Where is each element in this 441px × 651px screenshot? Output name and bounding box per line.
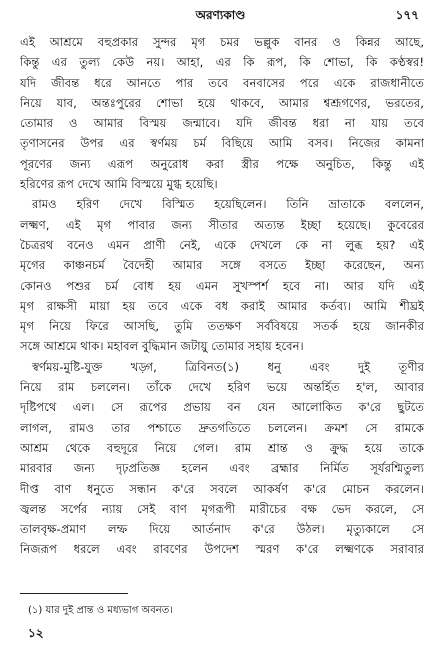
running-head: অরণ্যকাণ্ড — [195, 8, 246, 22]
text-line: তৃণাসনের উপর এর স্বর্ণময় চর্ম বিছিয়ে আমি বসব। নিজের কামনা — [20, 136, 424, 151]
text-line: তোমার ও আমার বিস্ময় জন্মাবে। যদি জীবন্ত ধরা না যায় তবে — [20, 116, 424, 131]
text-line: সঙ্গে আশ্রমে থাক। মহাবল বুদ্ধিমান জটায়ু তোমার সহায় হবেন। — [20, 339, 304, 354]
text-line: দৃষ্টিপথে এল। সে রূপের প্রভায় বন যেন আলোকিত ক'রে ছুটতে — [20, 400, 424, 415]
text-line: মৃগের কাঞ্চনচর্ম বৈদেহী আমার সঙ্গে বসতে ইচ্ছা করেছেন, অন্য — [20, 258, 424, 273]
text-line: মৃগ রাক্ষসী মায়া হয় তবে একে বধ করাই আমার কর্তব্য। আমি শীঘ্রই — [20, 298, 424, 313]
text-line: এই আশ্রমে বহুপ্রকার সুন্দর মৃগ চমর ভল্লুক বানর ও কিন্নর আছে, — [20, 35, 424, 49]
text-line: লাগল, রামও তার পশ্চাতে দ্রুতগতিতে চললেন। ক্রমশ সে রামকে — [20, 420, 424, 435]
text-line: কোনও পশুর চর্ম বোধ হয় এমন সুখস্পর্শ হবে না। আর যদি এই — [20, 278, 424, 293]
text-line: দীপ্ত বাণ ধনুতে সন্ধান ক'রে সবলে আকর্ষণ ক'রে মোচন করলেন। — [20, 481, 424, 496]
text-line: যদি জীবন্ত ধরে আনতে পার তবে বনবাসের পরে একে রাজধানীতে — [20, 75, 424, 90]
body-text — [20, 32, 424, 560]
footnote: (১) যার দুই প্রান্ত ও মধ্যভাগ অবনত। — [28, 605, 173, 616]
text-line: হরিণের রূপ দেখে আমি বিস্ময়ে মুগ্ধ হয়েছি। — [20, 177, 218, 192]
text-line: তালবৃক্ষ-প্রমাণ লম্ফ দিয়ে আর্তনাদ ক'রে উঠল। মৃত্যুকালে সে — [20, 522, 424, 537]
footnote-divider — [20, 593, 128, 594]
text-line: নিজরূপ ধরলে এবং রাবণের উপদেশ স্মরণ ক'রে লক্ষ্মণকে সরাবার — [20, 542, 424, 557]
text-line: নিয়ে রাম চললেন। তাঁকে দেখে হরিণ ভয়ে অন্তর্হিত হ'ল, আবার — [20, 380, 424, 395]
text-line: রামও হরিণ দেখে বিস্মিত হয়েছিলেন। তিনি ভ্রাতাকে বললেন, — [32, 197, 424, 212]
page-header — [0, 6, 441, 24]
text-line: আশ্রম থেকে বহুদূরে নিয়ে গেল। রাম শ্রান্ত ও ক্রুদ্ধ হয়ে তাকে — [20, 440, 424, 455]
text-line: কিন্তু এর তুল্য কেউ নয়। আহা, এর কি রূপ, কি শোভা, কি কণ্ঠস্বর! — [20, 55, 424, 70]
text-line: স্বর্ণময়-মুষ্টি-যুক্ত খড়্গ, ত্রিবিনত(১) ধনু এবং দুই তূণীর — [32, 359, 424, 374]
text-line: চৈত্ররথ বনেও এমন প্রাণী নেই, একে দেখলে কে না লুব্ধ হয়? এই — [20, 237, 424, 252]
text-line: লক্ষ্মণ, এই মৃগ পাবার জন্য সীতার অত্যন্ত ইচ্ছা হয়েছে। কুবেরের — [20, 217, 424, 232]
page-number: ১৭৭ — [395, 8, 419, 22]
text-line: জ্বলন্ত সর্পের ন্যায় সেই বাণ মৃগরূপী মারীচের বক্ষ ভেদ করলে, সে — [20, 501, 424, 516]
text-line: মারবার জন্য দৃঢ়প্রতিজ্ঞ হলেন এবং ব্রহ্মার নির্মিত সূর্যরশ্মিতুল্য — [20, 461, 424, 476]
text-line: নিয়ে যাব, অন্তঃপুরের শোভা হয়ে থাকবে, আমার শ্বশ্রূগণের, ভরতের, — [20, 95, 424, 110]
text-line: পূরণের জন্য এরূপ অনুরোধ করা স্ত্রীর পক্ষে অনুচিত, কিন্তু এই — [20, 156, 424, 171]
text-line: মৃগ নিয়ে ফিরে আসছি, তুমি ততক্ষণ সর্ববিষয়ে সতর্ক হয়ে জানকীর — [20, 319, 424, 334]
signature-mark: ১২ — [28, 626, 44, 640]
